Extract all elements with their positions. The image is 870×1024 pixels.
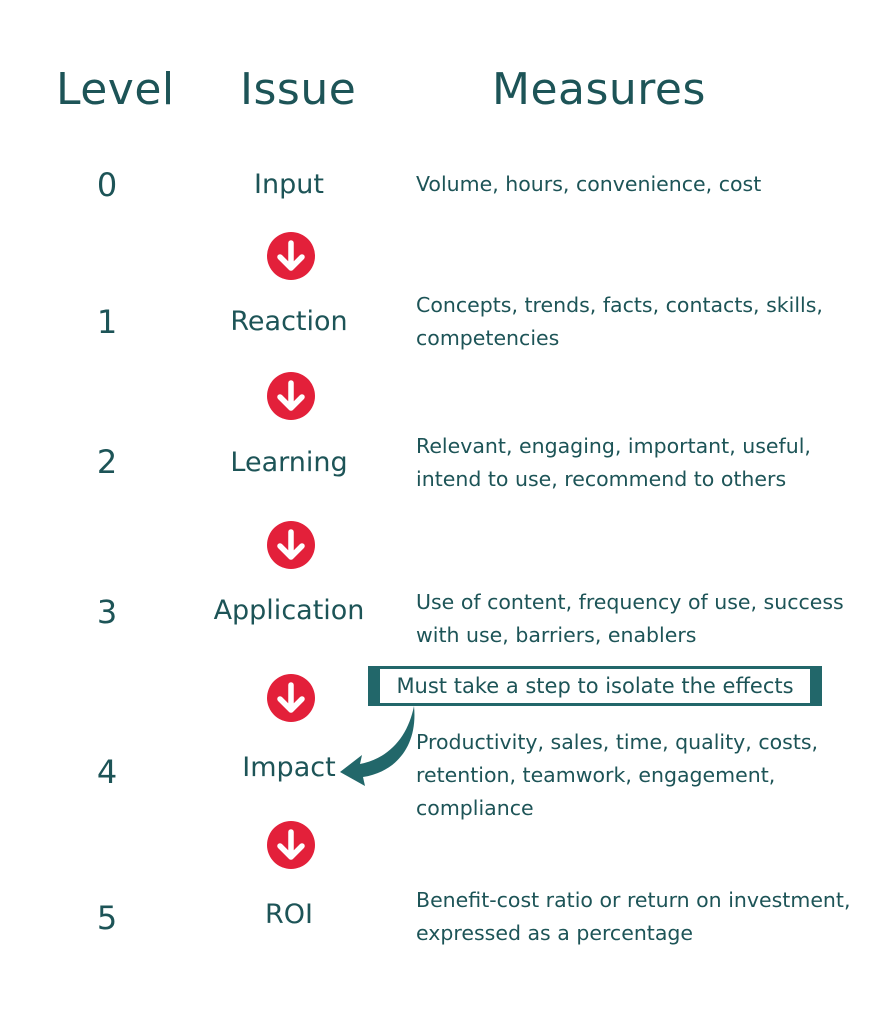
issue-label: Input [254,169,324,200]
arrow-down-circle-icon [267,232,315,280]
measures-text: Use of content, frequency of use, success with use, barriers, enablers [416,590,844,647]
level-number: 5 [96,899,118,937]
issue-label: ROI [265,899,313,930]
callout-text: Must take a step to isolate the effects [380,669,810,703]
measures-text: Volume, hours, convenience, cost [416,172,762,196]
level-number: 1 [96,303,118,341]
measures-text: Concepts, trends, facts, contacts, skills, competencies [416,293,823,350]
measures-text: Productivity, sales, time, quality, costs, retention, teamwork, engagement, compliance [416,730,819,820]
arrow-down-circle-icon [267,821,315,869]
issue-label: Reaction [230,306,348,337]
measures-column-header: Measures [492,64,706,115]
measures-text: Benefit-cost ratio or return on investment, expressed as a percentage [416,888,851,945]
level-number: 4 [96,753,118,791]
level-number: 2 [96,443,118,481]
level-number: 3 [96,593,118,631]
isolate-effects-callout [368,666,822,706]
level-column-header: Level [56,64,175,115]
arrow-down-circle-icon [267,521,315,569]
measures-text: Relevant, engaging, important, useful, intend to use, recommend to others [416,434,811,491]
issue-label: Learning [230,447,348,478]
arrow-down-circle-icon [267,372,315,420]
issue-column-header: Issue [240,64,357,115]
issue-label: Impact [242,752,336,783]
issue-label: Application [213,595,365,626]
arrow-down-circle-icon [267,674,315,722]
level-number: 0 [96,166,118,204]
